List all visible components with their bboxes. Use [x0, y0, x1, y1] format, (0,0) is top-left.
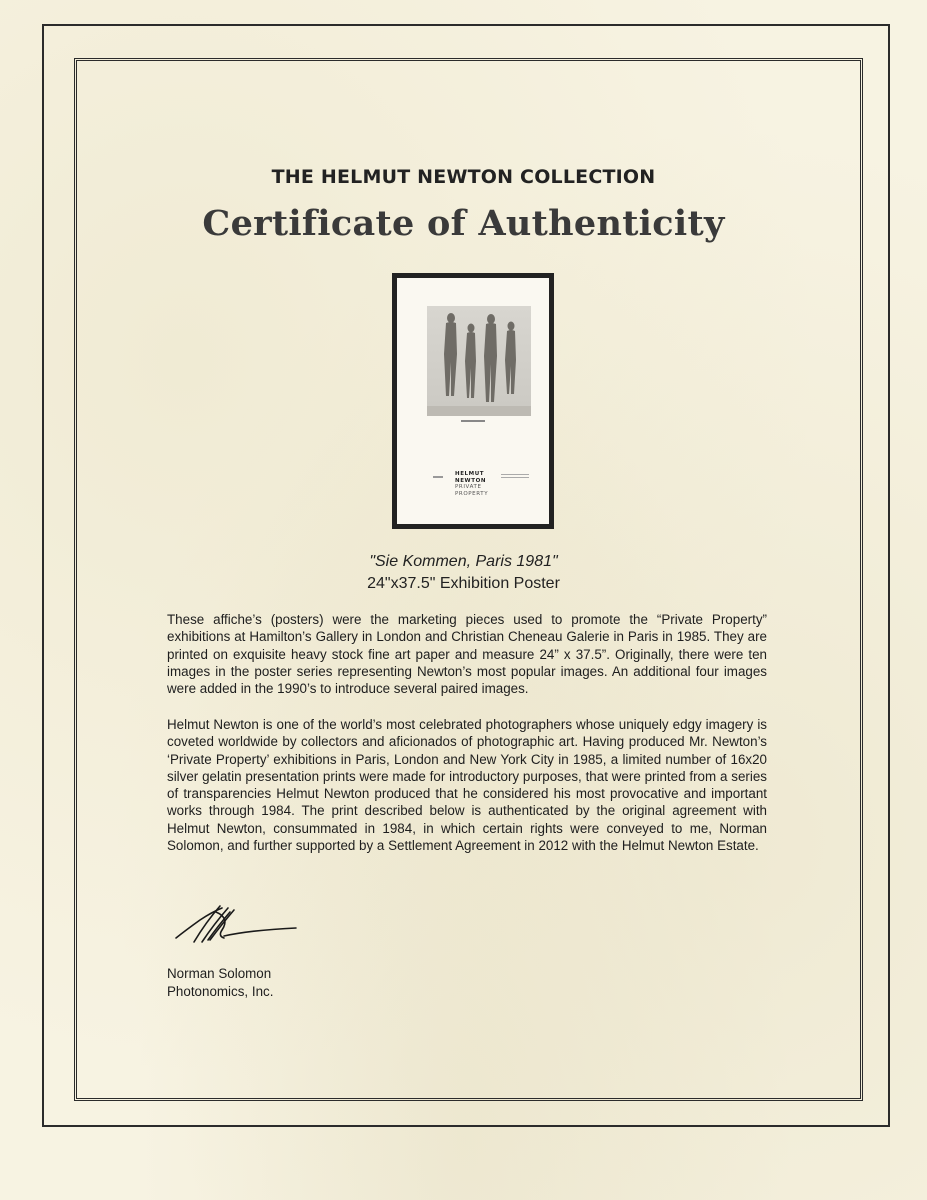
poster-brand-line: HELMUT: [455, 471, 485, 477]
poster-photo: [427, 306, 531, 416]
poster-caption-line: [461, 420, 485, 422]
artwork-format: 24"x37.5" Exhibition Poster: [367, 575, 560, 592]
signatory-name: Norman Solomon: [167, 966, 272, 981]
signatory-company: Photonomics, Inc.: [167, 984, 274, 999]
signature: [172, 900, 302, 950]
poster-brand: [455, 471, 503, 497]
four-figures-image: [427, 306, 531, 416]
body-paragraph: These affiche’s (posters) were the marketing pieces used to promote the “Private Property” exhibitions at Hamilton’s Gallery in London and Christian Cheneau Galerie in Paris in 1985. They are printed on exquisite heavy stock fine art paper and measure 24” x 37.5”. Originally, there were ten images in the poster series representing Newton’s most popular images. An additional four images were added in the 1990’s to introduce several paired images.: [167, 612, 767, 697]
poster-brand-line: PRIVATE: [455, 484, 482, 490]
poster-brand-line: NEWTON: [455, 477, 487, 484]
certificate-title: Certificate of Authenticity: [202, 203, 725, 244]
poster-thumbnail: [392, 273, 554, 529]
body-paragraph: Helmut Newton is one of the world’s most celebrated photographers whose uniquely edgy imagery is coveted worldwide by collectors and aficionados of photographic art. Having produced Mr. Newton’s ‘Private Property’ exhibitions in Paris, London and New York City in 1985, a limited number of 16x20 silver gelatin presentation prints were made for introductory purposes, that were printed from a series of transparencies Helmut Newton produced that he considered his most provocative and important works through 1984. The print described below is authenticated by the original agreement with Helmut Newton, consummated in 1984, in which certain rights were conveyed to me, Norman Solomon, and further supported by a Settlement Agreement in 2012 with the Helmut Newton Estate.: [167, 717, 767, 854]
signature-mark: [172, 900, 302, 950]
artwork-title: "Sie Kommen, Paris 1981": [369, 553, 558, 570]
poster-small-text: [433, 476, 443, 478]
poster-brand-line: PROPERTY: [455, 490, 489, 497]
poster-small-text: [501, 474, 529, 480]
collection-heading: THE HELMUT NEWTON COLLECTION: [271, 166, 656, 188]
